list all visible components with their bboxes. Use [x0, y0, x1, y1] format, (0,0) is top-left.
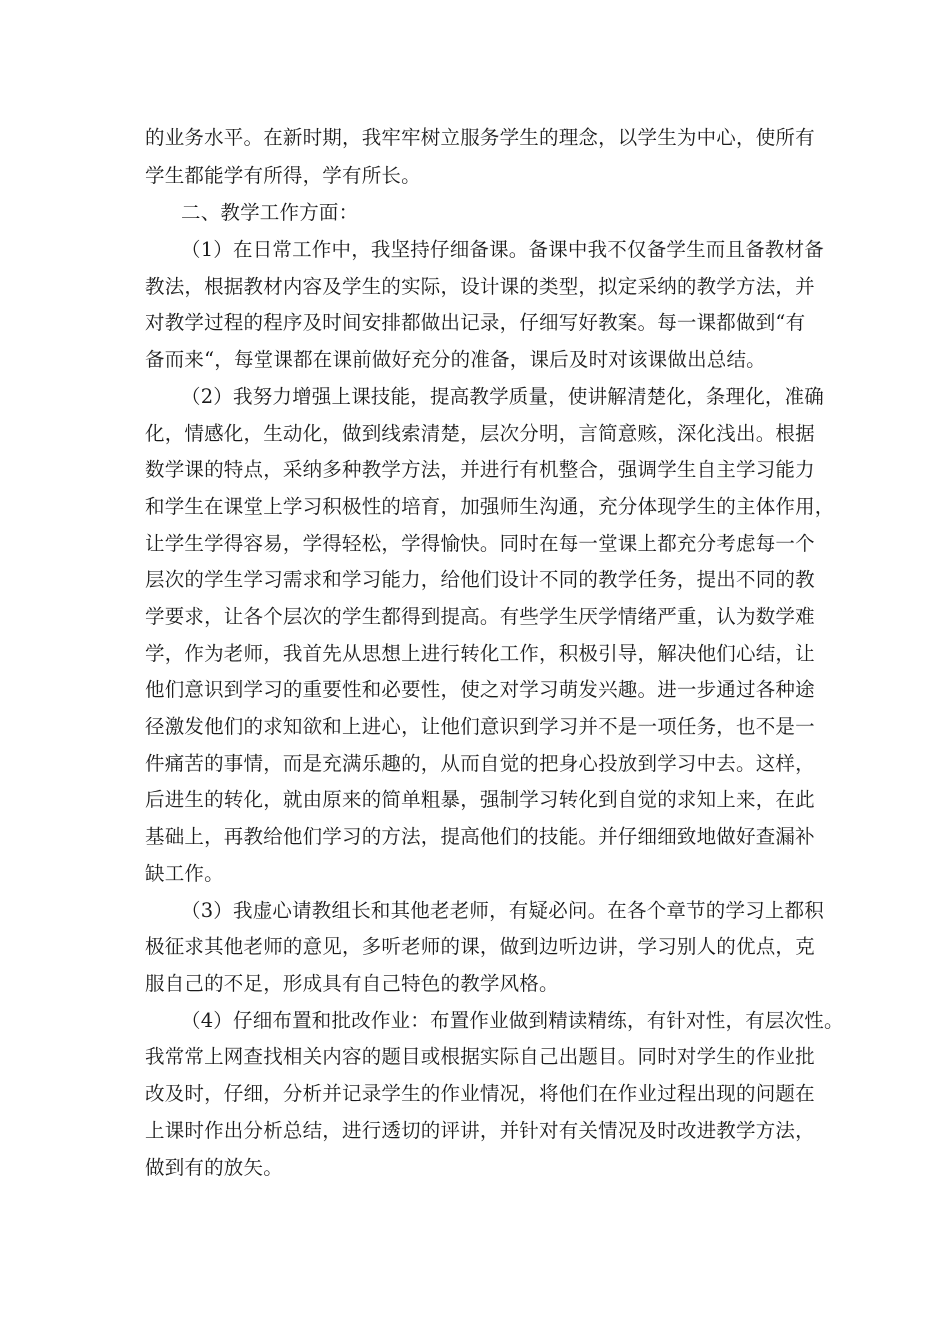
text-line: 对教学过程的程序及时间安排都做出记录，仔细写好教案。每一课都做到“有	[145, 311, 806, 334]
text-line: 数学课的特点，采纳多种教学方法，并进行有机整合，强调学生自主学习能力	[145, 458, 815, 481]
text-line: 层次的学生学习需求和学习能力，给他们设计不同的教学任务，提出不同的教	[145, 568, 815, 591]
paragraph-start: （2）我努力增强上课技能，提高教学质量，使讲解清楚化，条理化，准确	[181, 385, 825, 408]
text-line: 学生都能学有所得，学有所长。	[145, 164, 421, 187]
text-line: 他们意识到学习的重要性和必要性，使之对学习萌发兴趣。进一步通过各种途	[145, 678, 815, 701]
text-line: 备而来“，每堂课都在课前做好充分的准备，课后及时对该课做出总结。	[145, 348, 766, 371]
text-line: 极征求其他老师的意见，多听老师的课，做到边听边讲，学习别人的优点，克	[145, 935, 815, 958]
text-line: 学要求，让各个层次的学生都得到提高。有些学生厌学情绪严重，认为数学难	[145, 605, 815, 628]
text-line: 做到有的放矢。	[145, 1156, 283, 1179]
text-line: 后进生的转化，就由原来的简单粗暴，强制学习转化到自觉的求知上来，在此	[145, 788, 815, 811]
text-line: 和学生在课堂上学习积极性的培育，加强师生沟通，充分体现学生的主体作用，	[145, 495, 835, 518]
text-line: 让学生学得容易，学得轻松，学得愉快。同时在每一堂课上都充分考虑每一个	[145, 532, 815, 555]
text-line: 改及时，仔细，分析并记录学生的作业情况，将他们在作业过程出现的问题在	[145, 1082, 815, 1105]
text-line: 基础上，再教给他们学习的方法，提高他们的技能。并仔细细致地做好查漏补	[145, 825, 815, 848]
text-line: 化，情感化，生动化，做到线索清楚，层次分明，言简意赅，深化浅出。根据	[145, 422, 815, 445]
text-line: 教法，根据教材内容及学生的实际，设计课的类型，拟定采纳的教学方法，并	[145, 275, 815, 298]
text-line: 件痛苦的事情，而是充满乐趣的，从而自觉的把身心投放到学习中去。这样，	[145, 752, 815, 775]
text-line: 学，作为老师，我首先从思想上进行转化工作，积极引导，解决他们心结，让	[145, 642, 815, 665]
text-line: 服自己的不足，形成具有自己特色的教学风格。	[145, 972, 559, 995]
text-line: 缺工作。	[145, 862, 224, 885]
paragraph-start: （3）我虚心请教组长和其他老老师，有疑必问。在各个章节的学习上都积	[181, 899, 825, 922]
text-line: 径激发他们的求知欲和上进心，让他们意识到学习并不是一项任务，也不是一	[145, 715, 815, 738]
text-line: 我常常上网查找相关内容的题目或根据实际自己出题目。同时对学生的作业批	[145, 1045, 815, 1068]
text-line: 上课时作出分析总结，进行透切的评讲，并针对有关情况及时改进教学方法，	[145, 1119, 815, 1142]
paragraph-start: （1）在日常工作中，我坚持仔细备课。备课中我不仅备学生而且备教材备	[181, 238, 825, 261]
paragraph-start: （4）仔细布置和批改作业：布置作业做到精读精练，有针对性，有层次性。	[181, 1009, 844, 1032]
section-heading: 二、教学工作方面：	[181, 201, 359, 224]
text-line: 的业务水平。在新时期，我牢牢树立服务学生的理念，以学生为中心，使所有	[145, 126, 815, 149]
